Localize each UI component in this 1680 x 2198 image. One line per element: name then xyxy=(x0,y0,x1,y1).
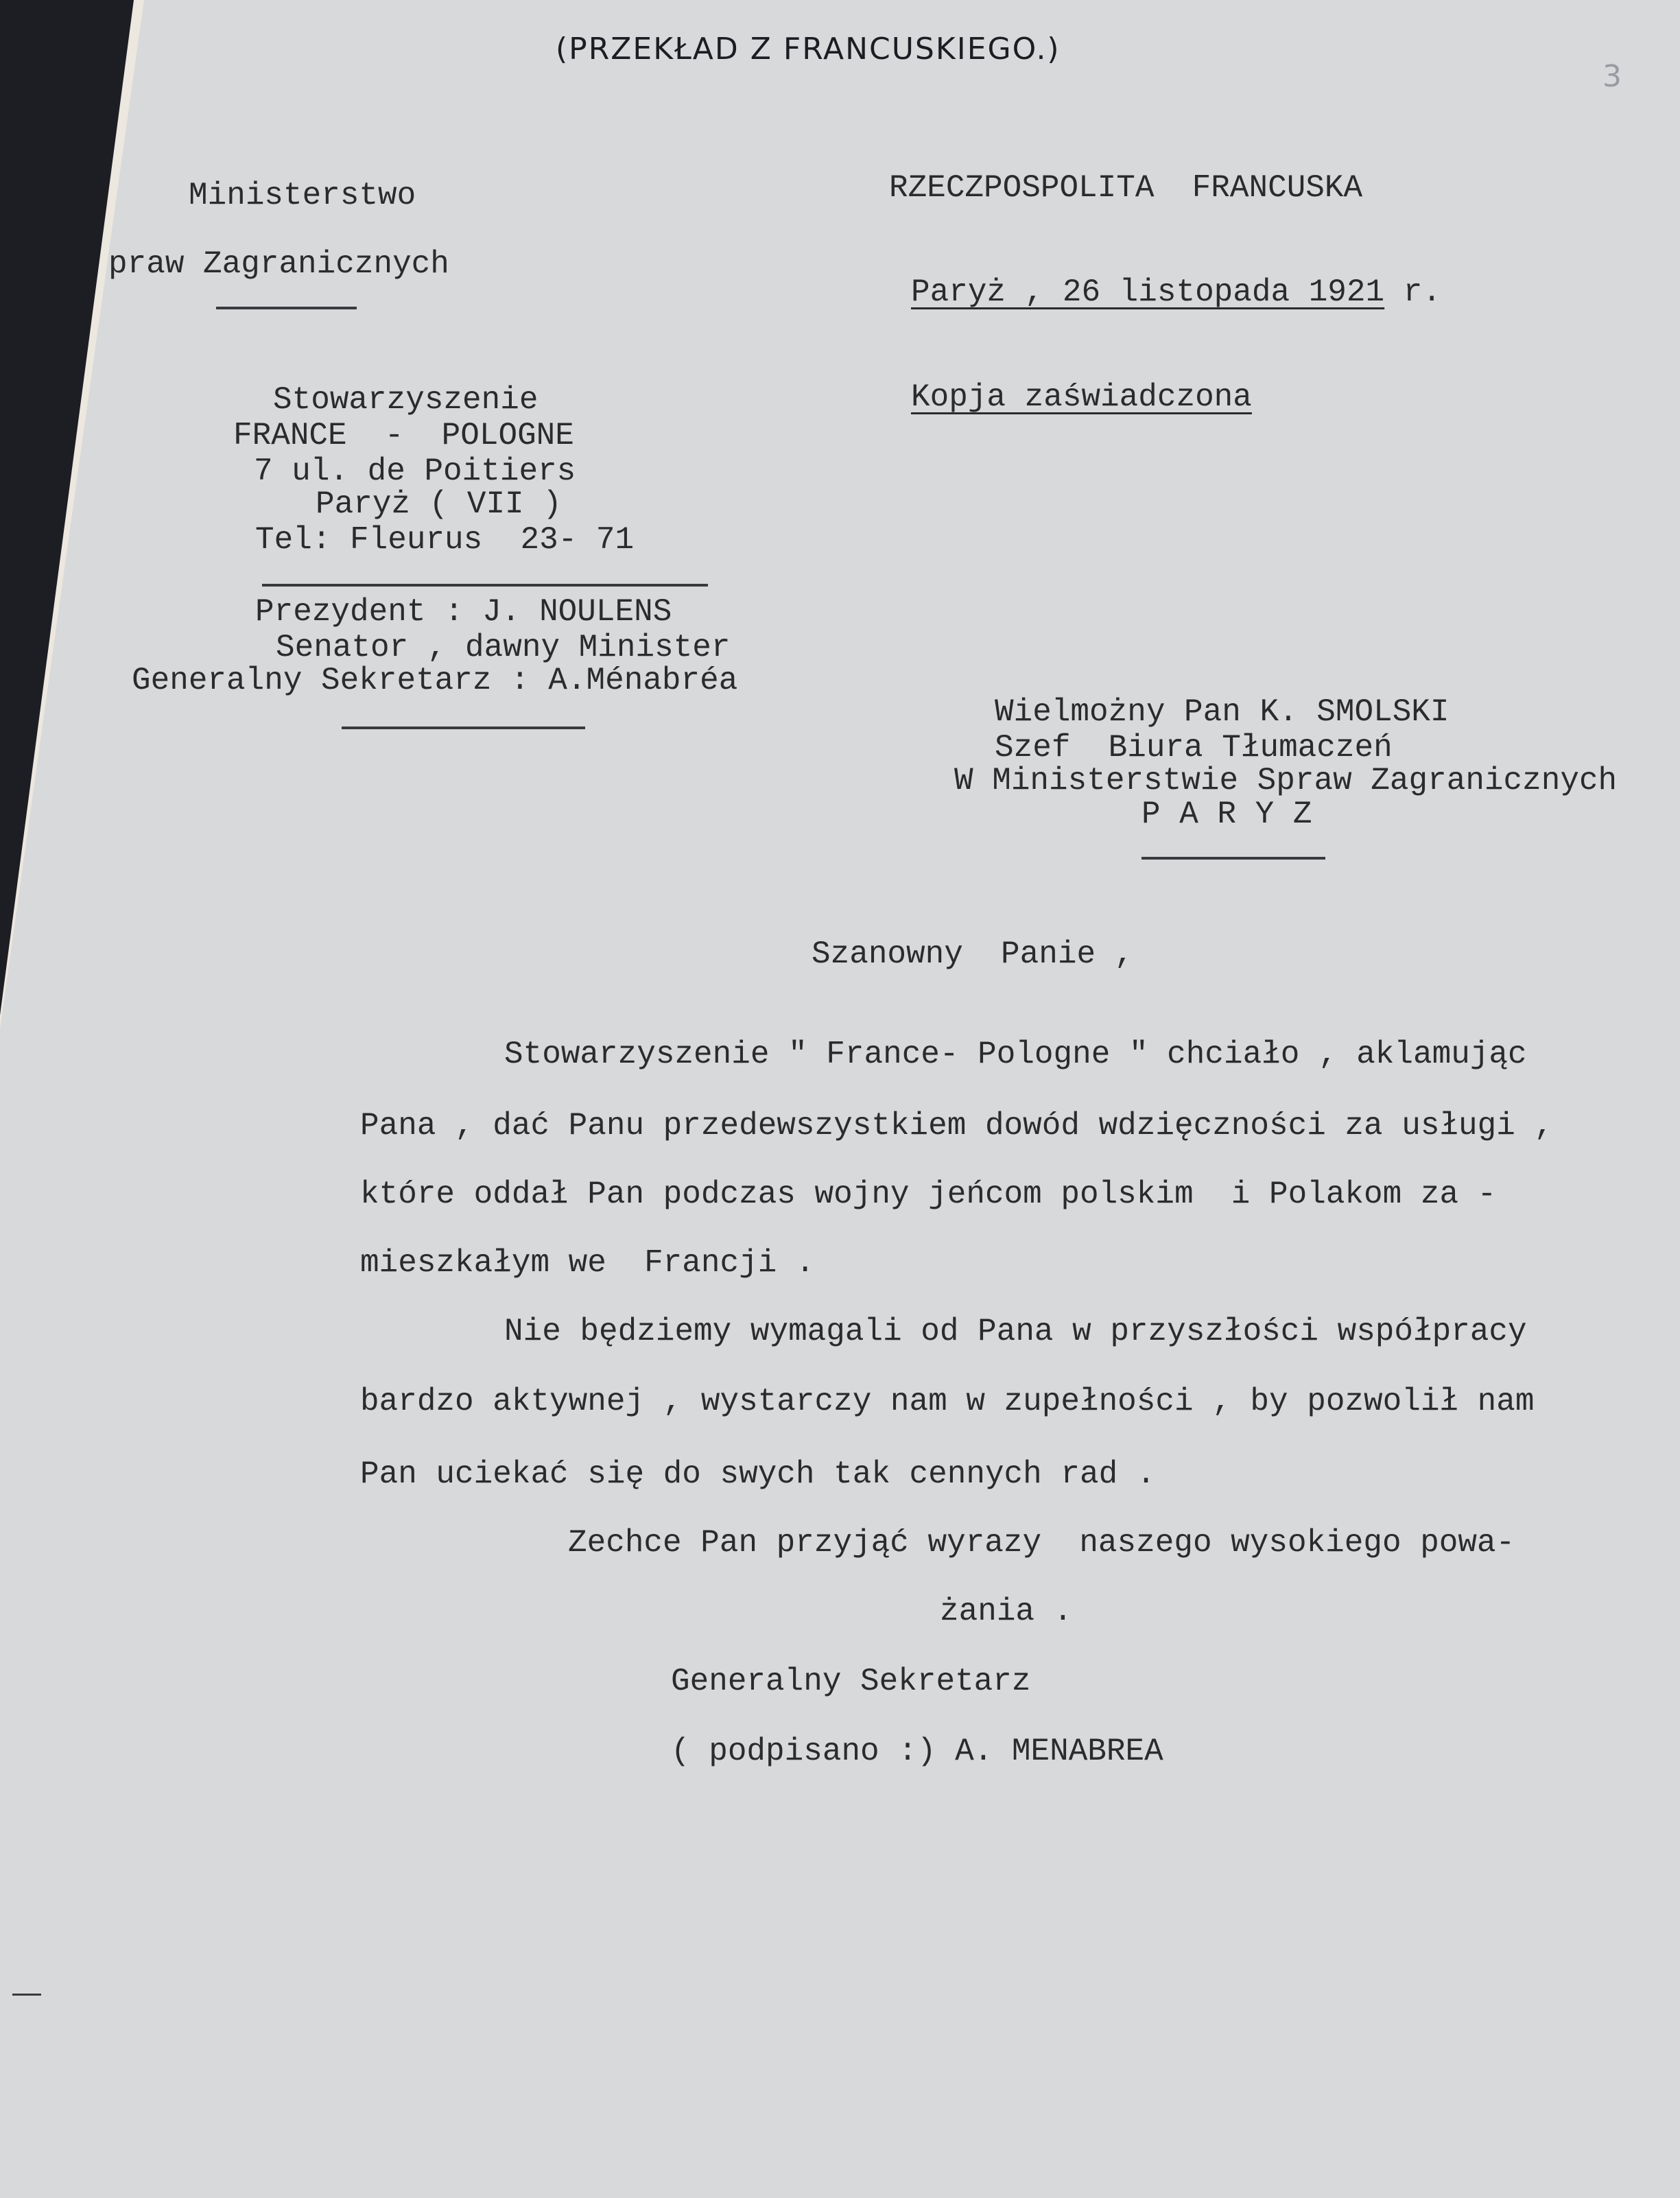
body-line: Stowarzyszenie " France- Pologne " chciało , aklamując xyxy=(504,1037,1527,1072)
association-line: Paryż ( VII ) xyxy=(316,486,562,522)
association-line: 7 ul. de Poitiers xyxy=(254,453,576,489)
body-line: żania . xyxy=(940,1594,1073,1629)
handwritten-translation-note: (PRZEKŁAD Z FRANCUSKIEGO.) xyxy=(556,32,1061,67)
addressee-line: Szef Biura Tłumaczeń xyxy=(995,730,1393,766)
officer-line: Generalny Sekretarz : A.Ménabréa xyxy=(132,663,738,698)
ministry-name-line1: Ministerstwo xyxy=(189,178,416,213)
officer-line: Senator , dawny Minister xyxy=(276,630,731,665)
page-number: 3 xyxy=(1602,59,1622,94)
signature-title: Generalny Sekretarz xyxy=(671,1664,1031,1699)
ministry-name-line2: praw Zagranicznych xyxy=(108,246,449,282)
letter-date: Paryż , 26 listopada 1921 xyxy=(911,274,1385,310)
addressee-line: P A R Y Z xyxy=(1141,796,1312,832)
margin-mark xyxy=(12,1994,41,1996)
body-line: mieszkałym we Francji . xyxy=(360,1245,815,1281)
divider-rule xyxy=(342,726,585,729)
divider-rule xyxy=(216,307,357,309)
association-line: Stowarzyszenie xyxy=(273,382,539,418)
body-line: Pan uciekać się do swych tak cennych rad . xyxy=(360,1456,1156,1492)
signature-signed: ( podpisano :) A. MENABREA xyxy=(671,1734,1163,1769)
association-line: Tel: Fleurus 23- 71 xyxy=(255,522,635,558)
body-line: Pana , dać Panu przedewszystkiem dowód wdzięczności za usługi , xyxy=(360,1108,1554,1144)
salutation: Szanowny Panie , xyxy=(812,936,1134,972)
addressee-line: Wielmożny Pan K. SMOLSKI xyxy=(995,694,1450,730)
addressee-line: W Ministerstwie Spraw Zagranicznych xyxy=(954,763,1618,799)
divider-rule xyxy=(1141,857,1325,860)
republic-heading: RZECZPOSPOLITA FRANCUSKA xyxy=(889,170,1363,206)
divider-rule xyxy=(262,584,708,587)
body-line: Zechce Pan przyjąć wyrazy naszego wysokiego powa- xyxy=(568,1525,1515,1561)
body-line: bardzo aktywnej , wystarczy nam w zupełności , by pozwolił nam xyxy=(360,1384,1535,1419)
certified-copy-note: Kopja zaświadczona xyxy=(911,379,1252,415)
association-line: FRANCE - POLOGNE xyxy=(233,418,574,453)
body-line: Nie będziemy wymagali od Pana w przyszłości współpracy xyxy=(504,1314,1527,1349)
body-line: które oddał Pan podczas wojny jeńcom polskim i Polakom za - xyxy=(360,1177,1497,1212)
letter-date-suffix: r. xyxy=(1384,274,1441,310)
officer-line: Prezydent : J. NOULENS xyxy=(255,594,672,630)
